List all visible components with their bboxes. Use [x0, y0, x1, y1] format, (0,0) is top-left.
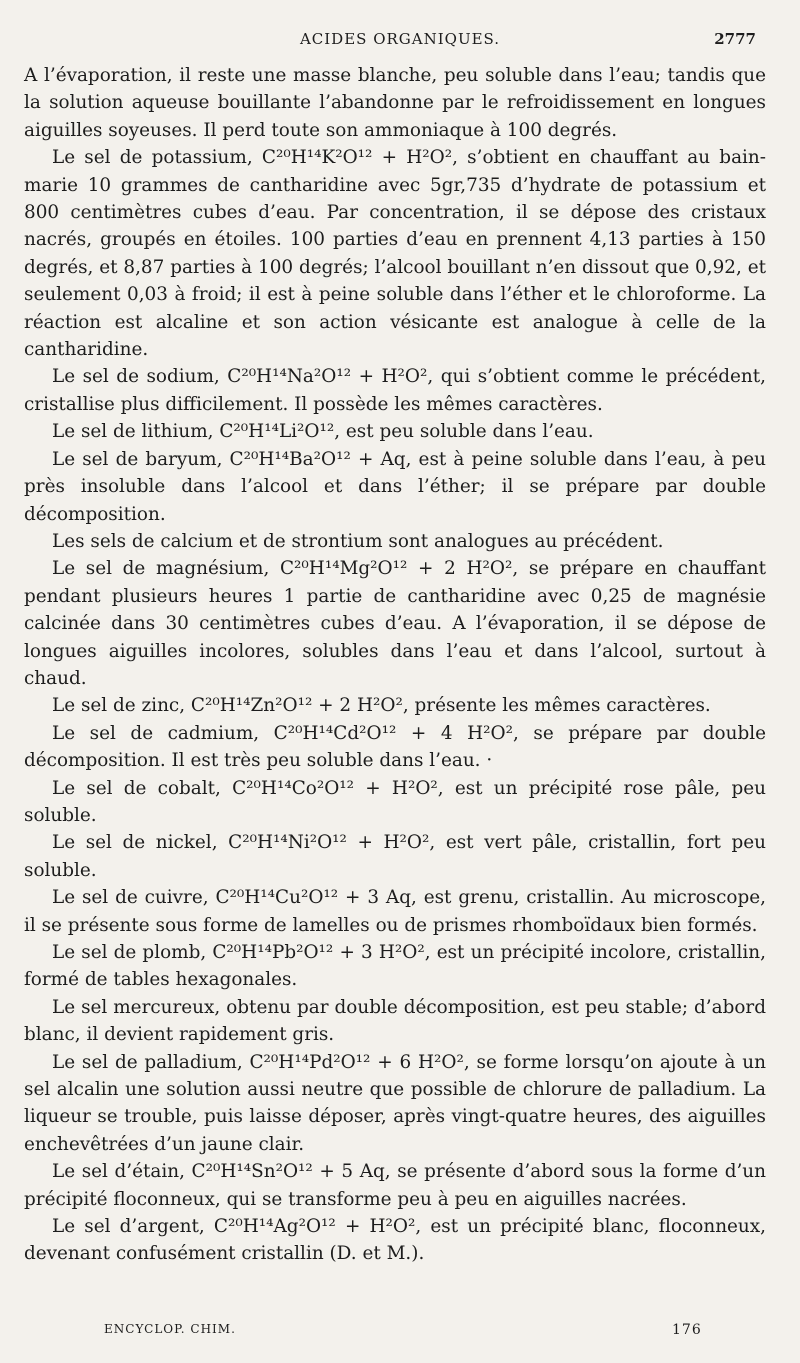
signature-number: 176: [672, 1322, 702, 1338]
paragraph: Le sel de cadmium, C²⁰H¹⁴Cd²O¹² + 4 H²O², se prépare par double décomposition. Il est très peu soluble dans l’eau. ·: [24, 722, 766, 772]
paragraph: Le sel de potassium, C²⁰H¹⁴K²O¹² + H²O², s’obtient en chauffant au bain-marie 10 grammes de cantharidine avec 5gr,735 d’hydrate de potassium et 800 centimètres cubes d’eau. Par concentration, il se dépose des cristaux nacrés, groupés en étoiles. 100 parties d’eau en prennent 4,13 parties à 150 degrés, et 8,87 parties à 100 degrés; l’alcool bouillant n’en dissout que 0,92, et seulement 0,03 à froid; il est à peine soluble dans l’éther et le chloroforme. La réaction est alcaline et son action vésicante est analogue à celle de la cantharidine.: [24, 147, 766, 361]
paragraph: Le sel d’étain, C²⁰H¹⁴Sn²O¹² + 5 Aq, se présente d’abord sous la forme d’un précipité floconneux, qui se transforme peu à peu en aiguilles nacrées.: [24, 1161, 766, 1210]
paragraph: Le sel de cobalt, C²⁰H¹⁴Co²O¹² + H²O², est un précipité rose pâle, peu soluble.: [24, 777, 766, 826]
paragraph: Le sel de sodium, C²⁰H¹⁴Na²O¹² + H²O², qui s’obtient comme le précédent, cristallise plus difficilement. Il possède les mêmes caractères.: [24, 366, 766, 415]
paragraph: Le sel de magnésium, C²⁰H¹⁴Mg²O¹² + 2 H²O², se prépare en chauffant pendant plusieurs heures 1 partie de cantharidine avec 0,25 de magnésie calcinée dans 30 centimètres cubes d’eau. A l’évaporation, il se dépose de longues aiguilles incolores, solubles dans l’eau et dans l’alcool, surtout à chaud.: [24, 558, 766, 689]
signature-mark: ENCYCLOP. CHIM.: [104, 1322, 236, 1336]
paragraph: Le sel de palladium, C²⁰H¹⁴Pd²O¹² + 6 H²O², se forme lorsqu’on ajoute à un sel alcalin une solution aussi neutre que possible de chlorure de palladium. La liqueur se trouble, puis laisse déposer, après vingt-quatre heures, des aiguilles enchevêtrées d’un jaune clair.: [24, 1051, 766, 1155]
page-body: [24, 62, 766, 1268]
paragraph: Le sel d’argent, C²⁰H¹⁴Ag²O¹² + H²O², est un précipité blanc, floconneux, devenant confusément cristallin (D. et M.).: [24, 1216, 766, 1265]
paragraph: Le sel de baryum, C²⁰H¹⁴Ba²O¹² + Aq, est à peine soluble dans l’eau, à peu près insoluble dans l’alcool et dans l’éther; il se prépare par double décomposition.: [24, 448, 766, 525]
page-header: [0, 30, 800, 56]
running-title: ACIDES ORGANIQUES.: [299, 30, 501, 48]
paragraph: Le sel de lithium, C²⁰H¹⁴Li²O¹², est peu soluble dans l’eau.: [52, 421, 594, 443]
paragraph: Le sel de zinc, C²⁰H¹⁴Zn²O¹² + 2 H²O², présente les mêmes caractères.: [52, 695, 711, 717]
page-number: 2777: [714, 30, 756, 48]
page-footer: [0, 1322, 800, 1344]
paragraph: Les sels de calcium et de strontium sont analogues au précédent.: [52, 530, 664, 552]
paragraph: A l’évaporation, il reste une masse blanche, peu soluble dans l’eau; tandis que la solution aqueuse bouillante l’abandonne par le refroidissement en longues aiguilles soyeuses. Il perd toute son ammoniaque à 100 degrés.: [24, 65, 766, 141]
paragraph: Le sel mercureux, obtenu par double décomposition, est peu stable; d’abord blanc, il devient rapidement gris.: [24, 996, 766, 1046]
paragraph: Le sel de plomb, C²⁰H¹⁴Pb²O¹² + 3 H²O², est un précipité incolore, cristallin, formé de tables hexagonales.: [24, 942, 766, 991]
paragraph: Le sel de nickel, C²⁰H¹⁴Ni²O¹² + H²O², est vert pâle, cristallin, fort peu soluble.: [24, 832, 766, 881]
paragraph: Le sel de cuivre, C²⁰H¹⁴Cu²O¹² + 3 Aq, est grenu, cristallin. Au microscope, il se présente sous forme de lamelles ou de prismes rhomboïdaux bien formés.: [24, 887, 766, 936]
